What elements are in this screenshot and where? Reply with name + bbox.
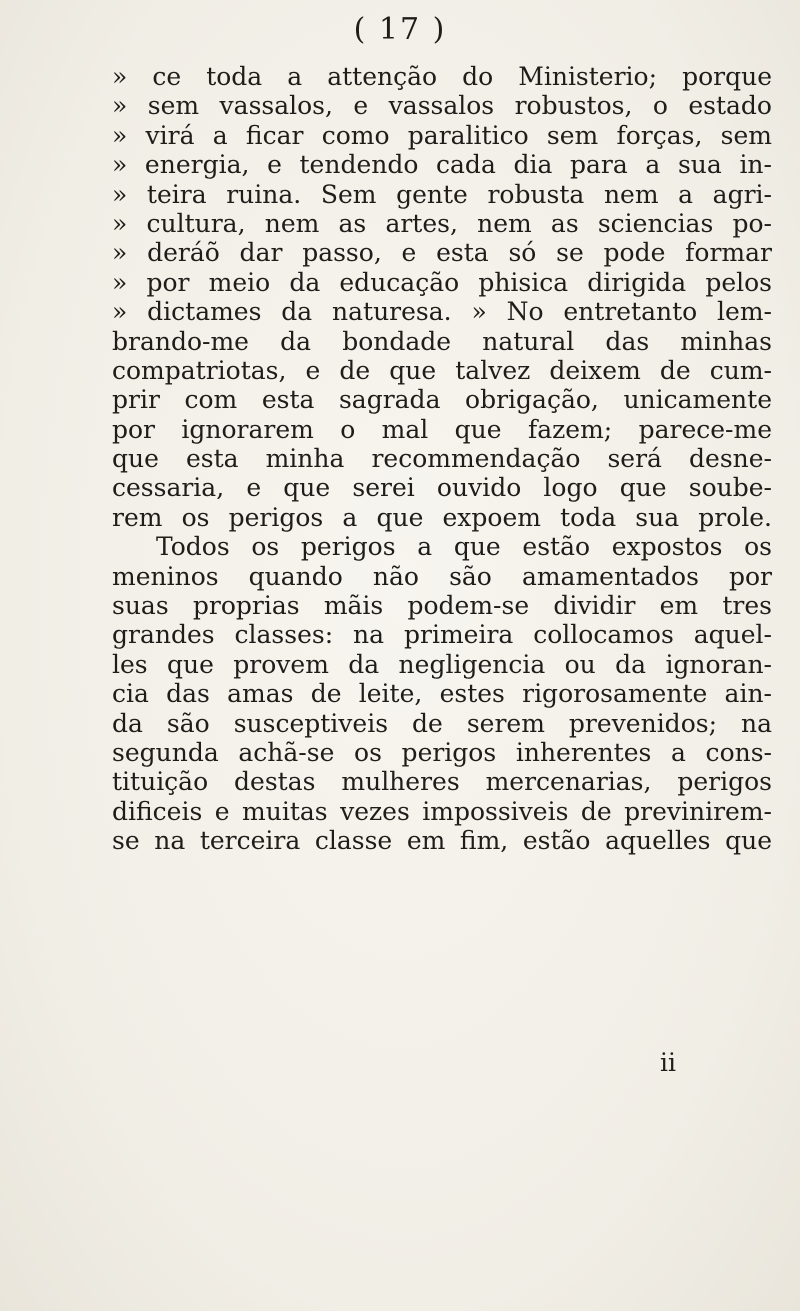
text-line: segunda achã-se os perigos inherentes a cons- bbox=[112, 737, 772, 767]
text-line: cia das amas de leite, estes rigorosamente ain- bbox=[112, 679, 772, 709]
paragraph-start-line: Todos os perigos a que estão expostos os bbox=[156, 532, 772, 562]
text-line: » cultura, nem as artes, nem as sciencias po- bbox=[112, 208, 772, 238]
text-line: por ignorarem o mal que fazem; parece-me bbox=[112, 414, 772, 444]
text-line: » energia, e tendendo cada dia para a sua in- bbox=[112, 150, 772, 180]
page-number: ( 17 ) bbox=[353, 12, 447, 47]
text-line: rem os perigos a que expoem toda sua prole. bbox=[112, 502, 772, 532]
body-text bbox=[112, 62, 772, 856]
text-line: prir com esta sagrada obrigação, unicamente bbox=[112, 385, 772, 415]
text-line: tituição destas mulheres mercenarias, perigos bbox=[112, 767, 772, 797]
text-line: » teira ruina. Sem gente robusta nem a agri- bbox=[112, 179, 772, 209]
text-line: suas proprias mãis podem-se dividir em tres bbox=[112, 591, 772, 621]
catchword: ii bbox=[660, 1048, 676, 1077]
text-line: cessaria, e que serei ouvido logo que soube- bbox=[112, 473, 772, 503]
text-line: » ce toda a attenção do Ministerio; porque bbox=[112, 62, 772, 91]
text-line: » sem vassalos, e vassalos robustos, o estado bbox=[112, 91, 772, 121]
text-line: dificeis e muitas vezes impossiveis de previnirem- bbox=[112, 796, 772, 826]
text-line: les que provem da negligencia ou da ignoran- bbox=[112, 649, 772, 679]
text-line: grandes classes: na primeira collocamos aquel- bbox=[112, 620, 772, 650]
text-line: » deráõ dar passo, e esta só se pode formar bbox=[112, 238, 772, 268]
text-line: » por meio da educação phisica dirigida pelos bbox=[112, 267, 772, 297]
text-line: meninos quando não são amamentados por bbox=[112, 561, 772, 591]
text-line: da são susceptiveis de serem prevenidos; na bbox=[112, 708, 772, 738]
text-line: compatriotas, e de que talvez deixem de cum- bbox=[112, 355, 772, 385]
text-line: » dictames da naturesa. » No entretanto lem- bbox=[112, 297, 772, 327]
text-line: » virá a ficar como paralitico sem forças, sem bbox=[112, 120, 772, 150]
text-line: brando-me da bondade natural das minhas bbox=[112, 326, 772, 356]
text-line: se na terceira classe em fim, estão aquelles que bbox=[112, 826, 772, 856]
text-line: que esta minha recommendação será desne- bbox=[112, 444, 772, 474]
